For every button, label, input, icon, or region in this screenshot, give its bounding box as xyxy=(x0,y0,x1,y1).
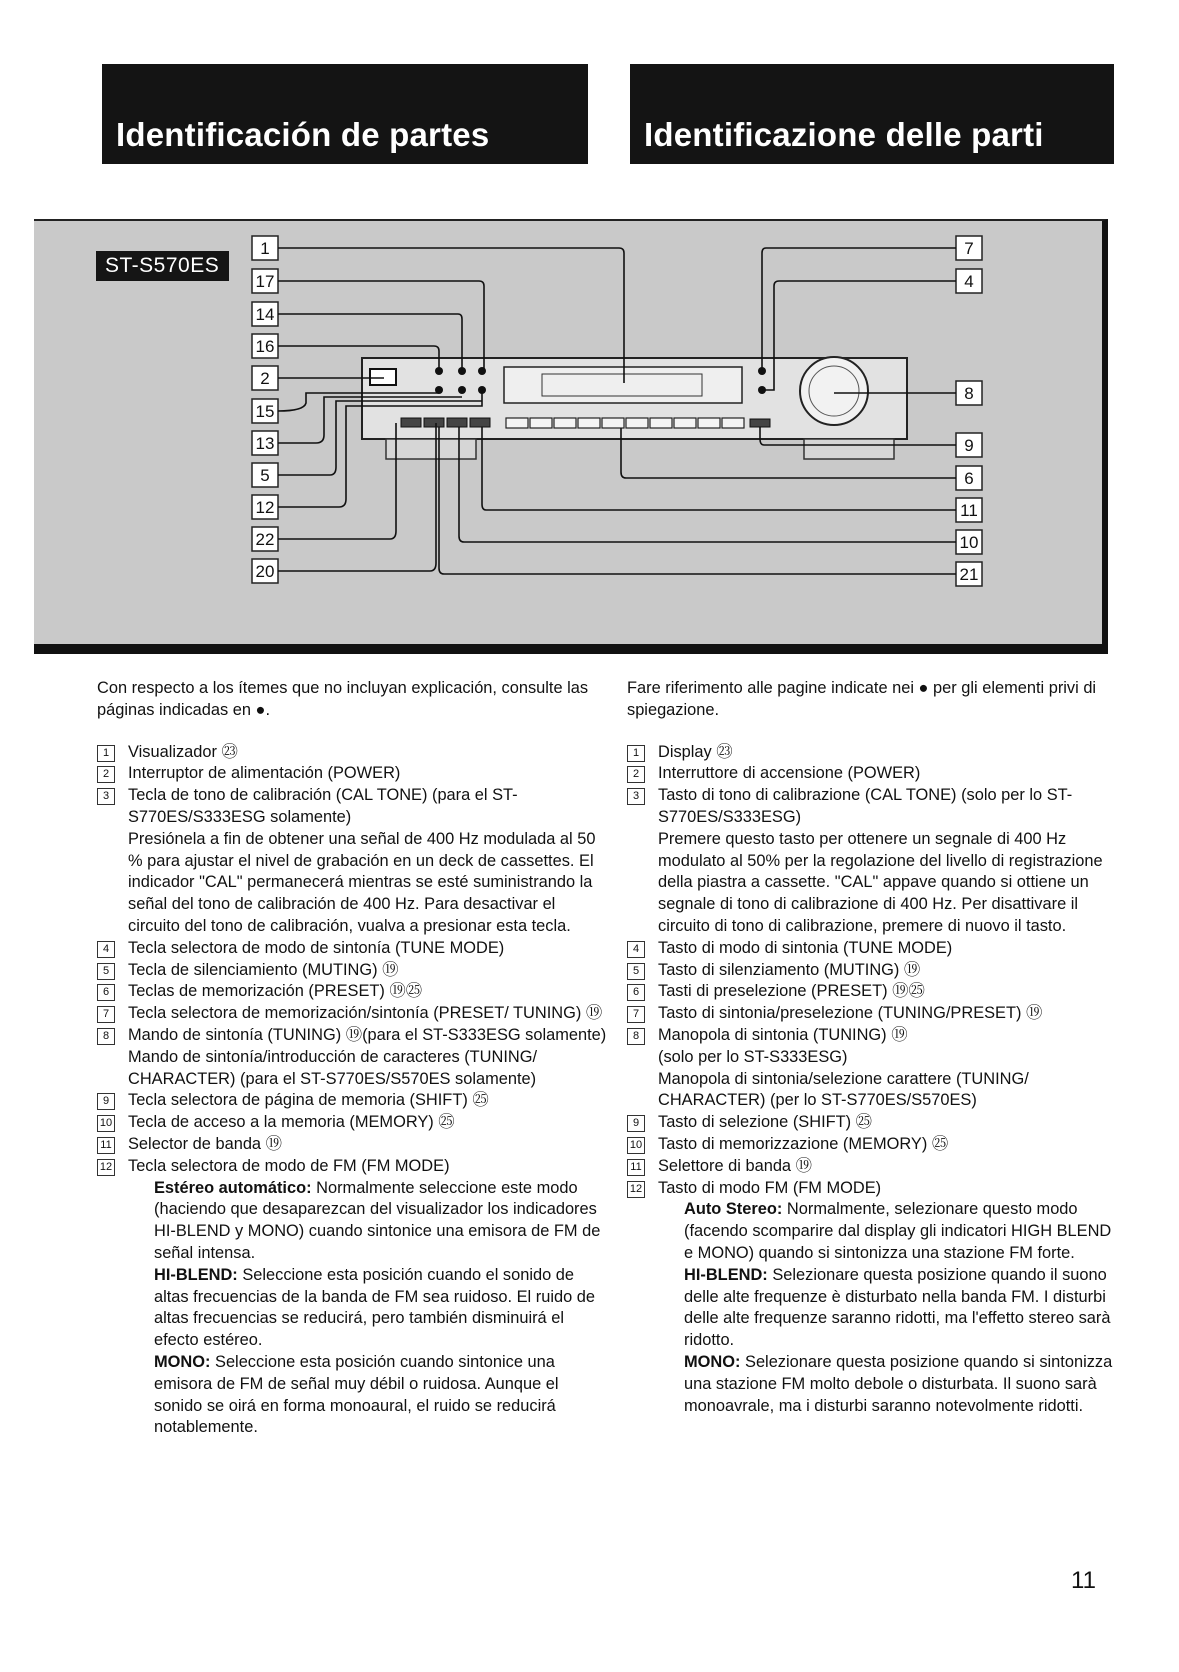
list-item xyxy=(97,960,607,982)
italian-column xyxy=(627,678,1122,1417)
item-number-box: 3 xyxy=(97,788,115,805)
item-text: Tasti di preselezione (PRESET) ⑲㉕ xyxy=(658,982,925,1001)
leader-line xyxy=(762,248,956,371)
preset-key xyxy=(650,418,672,428)
list-item xyxy=(627,742,1122,764)
item-number-box: 7 xyxy=(97,1006,115,1023)
fm-mode-text: Normalmente seleccione este modo (haciendo que desaparezcan del visualizador los indicadores HI-BLEND y MONO) cuando sintonice una emisora de FM de señal intensa. xyxy=(154,1178,601,1262)
item-text: Selector de banda ⑲ xyxy=(128,1134,282,1153)
display-window xyxy=(504,367,742,403)
list-item xyxy=(627,981,1122,1003)
item-number-box: 9 xyxy=(627,1115,645,1132)
item-number-box: 5 xyxy=(97,963,115,980)
fm-mode-text: Selezionare questa posizione quando si sintonizza una stazione FM molto debole o disturbata. Il suono sarà monoavrale, ma i disturbi saranno notevolmente ridotti. xyxy=(684,1352,1113,1415)
fm-mode-label: MONO: xyxy=(684,1352,741,1371)
item-number-box: 10 xyxy=(97,1115,115,1132)
preset-key xyxy=(698,418,720,428)
preset-key xyxy=(578,418,600,428)
fm-mode-text: Normalmente, selezionare questo modo (facendo scomparire dal display gli indicatori HIGH BLEND e MONO) quando si sintonizza una stazione FM forte. xyxy=(684,1200,1112,1262)
item-text: Mando de sintonía (TUNING) ⑲(para el ST-S333ESG solamente) Mando de sintonía/introducción de caracteres (TUNING/ CHARACTER) (para el ST-S770ES/S570ES solamente) xyxy=(128,1025,607,1088)
fm-mode-label: MONO: xyxy=(154,1352,211,1371)
item-text: Tasto di modo FM (FM MODE) xyxy=(658,1178,882,1197)
item-number-box: 10 xyxy=(627,1137,645,1154)
italian-item-list xyxy=(627,742,1122,1418)
power-switch xyxy=(370,369,396,385)
item-number-box: 1 xyxy=(627,745,645,762)
callout-label-right: 9 xyxy=(964,436,974,455)
item-text: Tecla de acceso a la memoria (MEMORY) ㉕ xyxy=(128,1113,455,1132)
spanish-item-list xyxy=(97,742,607,1440)
list-item xyxy=(627,785,1122,938)
preset-key xyxy=(602,418,624,428)
list-item xyxy=(97,981,607,1003)
item-number-box: 4 xyxy=(627,941,645,958)
item-text: Tasto di memorizzazione (MEMORY) ㉕ xyxy=(658,1134,949,1153)
front-panel-diagram xyxy=(34,219,1108,654)
callout-label-left: 22 xyxy=(255,530,275,549)
list-item xyxy=(627,1003,1122,1025)
list-item xyxy=(97,1156,607,1178)
callout-label-right: 11 xyxy=(960,501,978,520)
function-key xyxy=(470,418,490,427)
callout-label-right: 8 xyxy=(964,384,974,403)
fm-mode-label: Estéreo automático: xyxy=(154,1178,312,1197)
item-text: Manopola di sintonia (TUNING) ⑲ (solo per lo ST-S333ESG) Manopola di sintonia/selezione carattere (TUNING/ CHARACTER) (per lo ST-S770ES/S570ES) xyxy=(658,1025,1029,1110)
callout-label-left: 2 xyxy=(260,369,270,388)
list-item xyxy=(627,960,1122,982)
preset-key xyxy=(506,418,528,428)
fm-mode-text: Seleccione esta posición cuando sintonice una emisora de FM de señal muy débil o ruidosa. Aunque el sonido se oirá en forma monoaural, el ruido se reducirá notablemente. xyxy=(154,1352,559,1437)
spanish-intro: Con respecto a los ítemes que no incluyan explicación, consulte las páginas indicadas en ●. xyxy=(97,679,589,719)
page-number: 11 xyxy=(1071,1567,1096,1594)
item-number-box: 7 xyxy=(627,1006,645,1023)
function-key xyxy=(401,418,421,427)
item-number-box: 1 xyxy=(97,745,115,762)
callout-label-left: 13 xyxy=(255,434,275,453)
button-dot xyxy=(458,386,466,394)
fm-mode-description xyxy=(97,1178,607,1265)
fm-mode-label: HI-BLEND: xyxy=(154,1265,238,1284)
function-key xyxy=(447,418,467,427)
item-number-box: 11 xyxy=(97,1137,115,1154)
item-number-box: 8 xyxy=(97,1028,115,1045)
italian-intro: Fare riferimento alle pagine indicate nei ● per gli elementi privi di spiegazione. xyxy=(627,679,1097,719)
item-text: Tecla selectora de página de memoria (SHIFT) ㉕ xyxy=(128,1091,489,1110)
item-text: Selettore di banda ⑲ xyxy=(658,1156,812,1175)
panel-foot-left xyxy=(386,439,476,459)
item-text: Tasto di tono di calibrazione (CAL TONE) (solo per lo ST-S770ES/S333ESG) Premere questo tasto per ottenere un segnale di 400 Hz modulato al 50% per la regolazione del livello di registrazione della piastra a cassette. "CAL" appave quando si ottiene un segnale di tono di calibrazione di 400 Hz. Per disattivare il circuito di tono di calibrazione, premere di nuovo il tasto. xyxy=(658,786,1103,935)
list-item xyxy=(627,1178,1122,1200)
fm-mode-description xyxy=(97,1352,607,1439)
item-text: Teclas de memorización (PRESET) ⑲㉕ xyxy=(128,982,423,1001)
item-number-box: 8 xyxy=(627,1028,645,1045)
item-number-box: 6 xyxy=(97,984,115,1001)
function-key xyxy=(424,418,444,427)
fm-mode-label: Auto Stereo: xyxy=(684,1200,783,1219)
list-item xyxy=(627,1134,1122,1156)
callout-label-left: 5 xyxy=(260,466,270,485)
item-text: Tecla de tono de calibración (CAL TONE) (para el ST-S770ES/S333ESG solamente) Presiónela a fin de obtener una señal de 400 Hz modulada al 50 % para ajustar el nivel de grabación en un deck de cassettes. El indicador "CAL" permanecerá mientras se esté suministrando la señal del tono de calibración de 400 Hz. Para desactivar el circuito del tono de calibración, vualva a presionar esta tecla. xyxy=(128,786,596,935)
list-item xyxy=(97,1025,607,1090)
item-text: Tecla de silenciamiento (MUTING) ⑲ xyxy=(128,960,399,979)
spanish-column xyxy=(97,678,607,1439)
item-number-box: 2 xyxy=(627,766,645,783)
callout-label-left: 17 xyxy=(255,272,275,291)
item-text: Tasto di sintonia/preselezione (TUNING/PRESET) ⑲ xyxy=(658,1004,1043,1023)
callout-label-right: 7 xyxy=(964,239,974,258)
list-item xyxy=(97,1134,607,1156)
list-item xyxy=(627,763,1122,785)
list-item xyxy=(627,938,1122,960)
item-text: Tasto di modo di sintonia (TUNE MODE) xyxy=(658,938,953,957)
item-text: Interruttore di accensione (POWER) xyxy=(658,764,921,783)
list-item xyxy=(627,1112,1122,1134)
item-number-box: 9 xyxy=(97,1093,115,1110)
list-item xyxy=(97,938,607,960)
fm-mode-description xyxy=(627,1199,1122,1264)
item-text: Tasto di selezione (SHIFT) ㉕ xyxy=(658,1113,873,1132)
model-label: ST-S570ES xyxy=(96,251,229,281)
callout-label-right: 21 xyxy=(959,565,979,584)
callout-label-left: 16 xyxy=(255,337,275,356)
fm-mode-text: Seleccione esta posición cuando el sonido de altas frecuencias de la banda de FM sea ruidoso. El ruido de altas frecuencias se reducirá, pero también disminuirá el efecto estéreo. xyxy=(154,1265,595,1350)
list-item xyxy=(627,1025,1122,1112)
title-spanish: Identificación de partes xyxy=(116,116,490,153)
list-item xyxy=(97,1090,607,1112)
callout-label-left: 15 xyxy=(255,402,275,421)
panel-foot-right xyxy=(804,439,894,459)
fm-mode-description xyxy=(97,1265,607,1352)
item-text: Tasto di silenziamento (MUTING) ⑲ xyxy=(658,960,921,979)
fm-mode-description xyxy=(627,1265,1122,1352)
item-number-box: 3 xyxy=(627,788,645,805)
fm-mode-text: Selezionare questa posizione quando il suono delle alte frequenze è disturbato nella banda FM. I disturbi delle alte frequenze saranno ridotti, ma l'effetto stereo sarà ridotto. xyxy=(684,1265,1111,1350)
item-text: Tecla selectora de modo de sintonía (TUNE MODE) xyxy=(128,938,505,957)
preset-key xyxy=(530,418,552,428)
callout-label-right: 6 xyxy=(964,469,974,488)
preset-key xyxy=(674,418,696,428)
item-text: Interruptor de alimentación (POWER) xyxy=(128,764,401,783)
callout-label-left: 12 xyxy=(255,498,275,517)
tuning-knob xyxy=(800,357,868,425)
item-text: Tecla selectora de memorización/sintonía (PRESET/ TUNING) ⑲ xyxy=(128,1004,603,1023)
item-number-box: 6 xyxy=(627,984,645,1001)
item-number-box: 12 xyxy=(627,1181,645,1198)
callout-label-right: 10 xyxy=(959,533,979,552)
preset-key xyxy=(626,418,648,428)
item-text: Display ㉓ xyxy=(658,742,733,761)
preset-key xyxy=(554,418,576,428)
list-item xyxy=(627,1156,1122,1178)
preset-key xyxy=(722,418,744,428)
leader-line xyxy=(278,423,396,539)
callout-label-left: 20 xyxy=(255,562,275,581)
front-panel-illustration xyxy=(34,221,1102,644)
callout-label-left: 1 xyxy=(260,239,270,258)
header-spanish xyxy=(102,64,588,164)
list-item xyxy=(97,1112,607,1134)
item-number-box: 5 xyxy=(627,963,645,980)
callout-label-left: 14 xyxy=(255,305,275,324)
title-italian: Identificazione delle parti xyxy=(644,116,1044,153)
item-number-box: 4 xyxy=(97,941,115,958)
list-item xyxy=(97,785,607,938)
header-italian xyxy=(630,64,1114,164)
item-text: Visualizador ㉓ xyxy=(128,742,238,761)
item-number-box: 11 xyxy=(627,1159,645,1176)
list-item xyxy=(97,1003,607,1025)
item-number-box: 12 xyxy=(97,1159,115,1176)
fm-mode-description xyxy=(627,1352,1122,1417)
item-number-box: 2 xyxy=(97,766,115,783)
item-text: Tecla selectora de modo de FM (FM MODE) xyxy=(128,1156,450,1175)
callout-label-right: 4 xyxy=(964,272,974,291)
shift-key xyxy=(750,419,770,427)
list-item xyxy=(97,763,607,785)
list-item xyxy=(97,742,607,764)
fm-mode-label: HI-BLEND: xyxy=(684,1265,768,1284)
